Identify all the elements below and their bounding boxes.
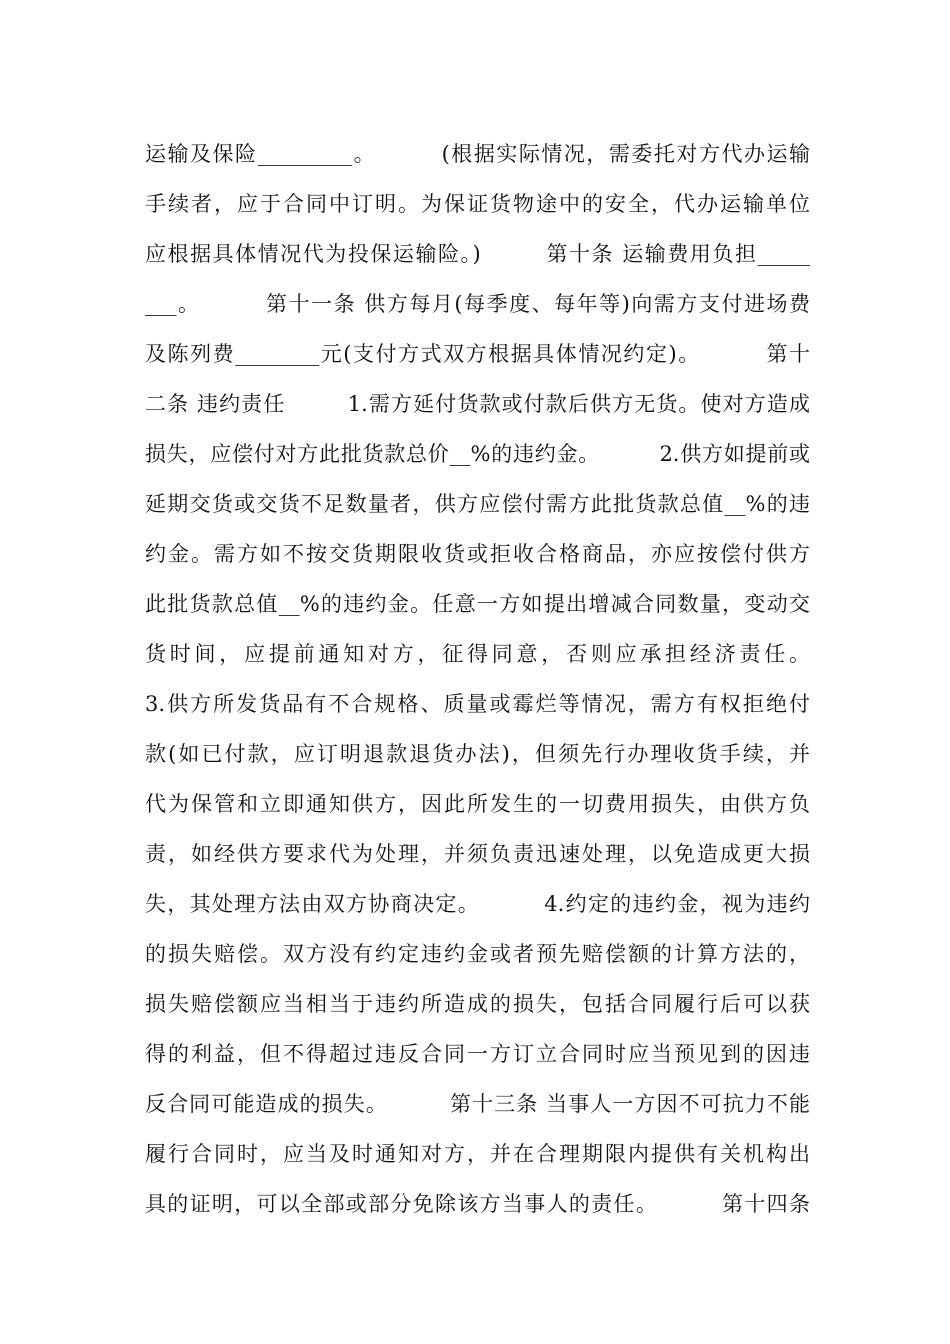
text-line: 二条 违约责任 1.需方延付货款或付款后供方无货。使对方造成: [145, 392, 810, 416]
text-line: 具的证明，可以全部或部分免除该方当事人的责任。 第十四条: [145, 1192, 810, 1216]
text-line: 的损失赔偿。双方没有约定违约金或者预先赔偿额的计算方法的，: [145, 942, 810, 966]
text-line: 3.供方所发货品有不合规格、质量或霉烂等情况，需方有权拒绝付: [145, 692, 810, 716]
text-line: 及陈列费________元(支付方式双方根据具体情况约定)。 第十: [145, 342, 810, 366]
text-line: ___。 第十一条 供方每月(每季度、每年等)向需方支付进场费: [145, 292, 810, 316]
text-line: 手续者，应于合同中订明。为保证货物途中的安全，代办运输单位: [145, 192, 810, 216]
text-line: 损失赔偿额应当相当于违约所造成的损失，包括合同履行后可以获: [145, 992, 810, 1016]
text-line: 应根据具体情况代为投保运输险。) 第十条 运输费用负担_____: [145, 242, 810, 266]
text-line: 代为保管和立即通知供方，因此所发生的一切费用损失，由供方负: [145, 792, 810, 816]
text-line: 货时间，应提前通知对方，征得同意，否则应承担经济责任。: [145, 642, 810, 666]
text-line: 履行合同时，应当及时通知对方，并在合理期限内提供有关机构出: [145, 1142, 810, 1166]
text-line: 延期交货或交货不足数量者，供方应偿付需方此批货款总值__%的违: [145, 492, 810, 516]
text-line: 反合同可能造成的损失。 第十三条 当事人一方因不可抗力不能: [145, 1092, 810, 1116]
text-line: 此批货款总值__%的违约金。任意一方如提出增减合同数量，变动交: [145, 592, 810, 616]
text-line: 失，其处理方法由双方协商决定。 4.约定的违约金，视为违约: [145, 892, 810, 916]
text-line: 约金。需方如不按交货期限收货或拒收合格商品，亦应按偿付供方: [145, 542, 810, 566]
text-line: 责，如经供方要求代为处理，并须负责迅速处理，以免造成更大损: [145, 842, 810, 866]
text-line: 运输及保险_________。 (根据实际情况，需委托对方代办运输: [145, 142, 810, 166]
text-line: 损失，应偿付对方此批货款总价__%的违约金。 2.供方如提前或: [145, 442, 810, 466]
text-line: 款(如已付款，应订明退款退货办法)，但须先行办理收货手续，并: [145, 742, 810, 766]
contract-text-body: [145, 129, 810, 1229]
text-line: 得的利益，但不得超过违反合同一方订立合同时应当预见到的因违: [145, 1042, 810, 1066]
